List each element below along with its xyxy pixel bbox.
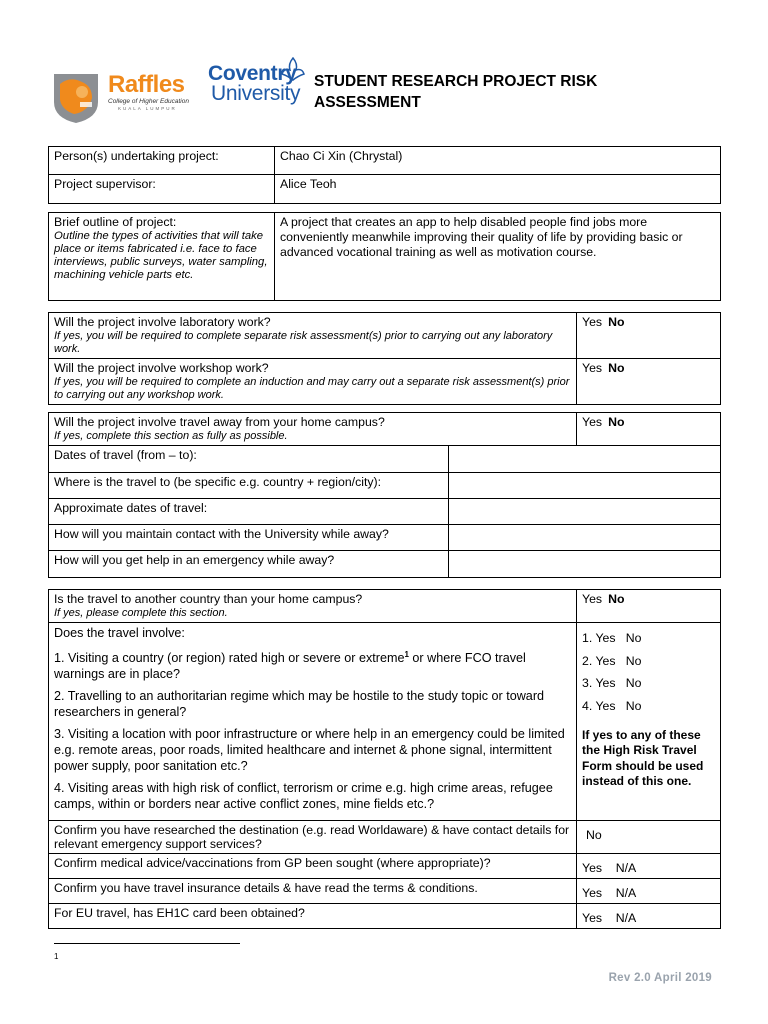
involve-cell bbox=[49, 623, 577, 821]
people-table bbox=[48, 146, 721, 204]
travel-row-answer[interactable] bbox=[449, 525, 721, 551]
confirm-answer-4[interactable]: Yes N/A bbox=[577, 904, 721, 929]
involve-answer-3[interactable]: 3. Yes No bbox=[582, 676, 642, 690]
confirm-row-3: Confirm you have travel insurance details & have read the terms & conditions. bbox=[49, 879, 577, 904]
workshop-question-cell bbox=[49, 359, 577, 405]
travel-row: Dates of travel (from – to): bbox=[49, 446, 449, 473]
persons-label: Person(s) undertaking project: bbox=[49, 147, 275, 175]
travel-row: How will you maintain contact with the University while away? bbox=[49, 525, 449, 551]
travel-table bbox=[48, 412, 721, 578]
involve-answer-2[interactable]: 2. Yes No bbox=[582, 653, 642, 668]
supervisor-value[interactable]: Alice Teoh bbox=[275, 175, 721, 204]
university-wordmark: University bbox=[211, 82, 301, 105]
travel-row: How will you get help in an emergency while away? bbox=[49, 551, 449, 578]
workshop-answer[interactable]: Yes No bbox=[577, 359, 721, 405]
involve-answers-cell bbox=[577, 623, 721, 821]
confirm-row-4: For EU travel, has EH1C card been obtained? bbox=[49, 904, 577, 929]
travel-question: Will the project involve travel away from your home campus? bbox=[54, 415, 385, 429]
lab-answer[interactable]: Yes No bbox=[577, 313, 721, 359]
raffles-subtitle: College of Higher Education bbox=[108, 98, 189, 105]
involve-heading: Does the travel involve: bbox=[54, 626, 185, 640]
travel-row-answer[interactable] bbox=[449, 446, 721, 473]
coventry-wordmark: Coventry bbox=[208, 62, 297, 85]
travel-row-answer[interactable] bbox=[449, 473, 721, 499]
abroad-answer[interactable]: Yes No bbox=[577, 590, 721, 623]
page-title: STUDENT RESEARCH PROJECT RISK ASSESSMENT bbox=[314, 73, 598, 111]
raffles-city: KUALA LUMPUR bbox=[118, 106, 177, 111]
workshop-question: Will the project involve workshop work? bbox=[54, 361, 269, 375]
outline-value[interactable]: A project that creates an app to help disabled people find jobs more conveniently meanwhile improving their quality of life by providing basic or advanced vocational training as well as motivation course. bbox=[275, 213, 721, 301]
involve-item-2: 2. Travelling to an authoritarian regime which may be hostile to the study topic or toward researchers in general? bbox=[54, 689, 545, 720]
revision-label: Rev 2.0 April 2019 bbox=[608, 972, 712, 984]
raffles-shield-logo bbox=[52, 72, 100, 124]
footnote-number: 1 bbox=[54, 952, 59, 961]
confirm-answer-1[interactable]: No bbox=[577, 821, 721, 854]
travel-answer[interactable]: Yes No bbox=[577, 413, 721, 446]
outline-label-cell bbox=[49, 213, 275, 301]
involve-item-4: 4. Visiting areas with high risk of conflict, terrorism or crime e.g. high crime areas, refugee camps, within or borders near active conflict zones, mine fields etc.? bbox=[54, 781, 553, 812]
abroad-note: If yes, please complete this section. bbox=[54, 607, 228, 619]
involve-item-3: 3. Visiting a location with poor infrastructure or where help in an emergency could be limited e.g. remote areas, poor roads, limited healthcare and internet & phone signal, intermittent power supply, poor sanitation etc.? bbox=[54, 727, 565, 774]
raffles-wordmark: Raffles bbox=[108, 71, 185, 98]
raffles-logo bbox=[108, 72, 189, 112]
travel-row-answer[interactable] bbox=[449, 551, 721, 578]
confirm-answer-3[interactable]: Yes N/A bbox=[577, 879, 721, 904]
lab-question: Will the project involve laboratory work? bbox=[54, 315, 271, 329]
lab-table bbox=[48, 312, 721, 405]
supervisor-label: Project supervisor: bbox=[49, 175, 275, 204]
confirm-row-1: Confirm you have researched the destination (e.g. read Worldaware) & have contact details for relevant emergency support services? bbox=[49, 821, 577, 854]
outline-label: Brief outline of project: bbox=[54, 215, 177, 229]
lab-note: If yes, you will be required to complete separate risk assessment(s) prior to carrying out any laboratory work. bbox=[54, 330, 553, 355]
workshop-note: If yes, you will be required to complete an induction and may carry out a separate risk assessment(s) prior to carrying out any workshop work. bbox=[54, 376, 570, 401]
involve-answer-4[interactable]: 4. Yes No bbox=[582, 698, 642, 713]
lab-question-cell bbox=[49, 313, 577, 359]
travel-row: Where is the travel to (be specific e.g. country + region/city): bbox=[49, 473, 449, 499]
footnote-divider bbox=[54, 943, 240, 944]
coventry-logo bbox=[208, 64, 300, 104]
confirm-row-2: Confirm medical advice/vaccinations from GP been sought (where appropriate)? bbox=[49, 854, 577, 879]
confirm-answer-2[interactable]: Yes N/A bbox=[577, 854, 721, 879]
high-risk-warning: If yes to any of these the High Risk Travel Form should be used instead of this one. bbox=[582, 727, 704, 788]
abroad-table bbox=[48, 589, 721, 929]
travel-row: Approximate dates of travel: bbox=[49, 499, 449, 525]
abroad-question-cell bbox=[49, 590, 577, 623]
involve-item-1: 1. Visiting a country (or region) rated high or severe or extreme$^1$ or where FCO travel warnings are in place? bbox=[54, 650, 526, 682]
outline-note: Outline the types of activities that will take place or items fabricated i.e. face to face interviews, public surveys, water sampling, machining vehicle parts etc. bbox=[54, 230, 268, 281]
travel-note: If yes, complete this section as fully as possible. bbox=[54, 430, 288, 442]
involve-answer-1[interactable]: 1. Yes No bbox=[582, 631, 642, 645]
travel-question-cell bbox=[49, 413, 577, 446]
outline-table bbox=[48, 212, 721, 301]
persons-value[interactable]: Chao Ci Xin (Chrystal) bbox=[275, 147, 721, 175]
abroad-question: Is the travel to another country than your home campus? bbox=[54, 592, 363, 606]
travel-row-answer[interactable] bbox=[449, 499, 721, 525]
